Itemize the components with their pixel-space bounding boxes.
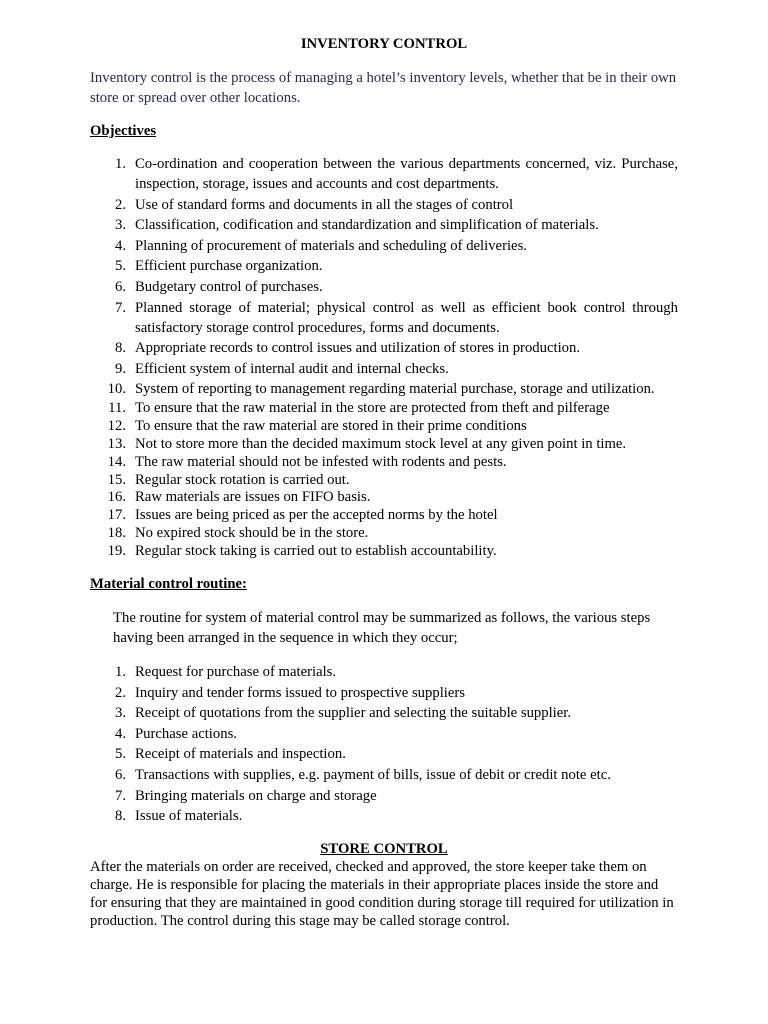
item-text: Planned storage of material; physical control as well as efficient book control through satisfactory storage control procedures, forms and documents. [135,299,678,336]
item-text: Bringing materials on charge and storage [135,787,377,804]
item-number: 2. [114,196,126,213]
list-item [90,338,678,358]
list-item [90,786,678,807]
item-text: Regular stock rotation is carried out. [135,471,350,488]
item-number: 15. [107,471,126,488]
list-item [90,359,678,379]
item-text: System of reporting to management regarding material purchase, storage and utilization. [135,381,655,398]
item-text: Classification, codification and standardization and simplification of materials. [135,217,599,234]
item-text: To ensure that the raw material are stored in their prime conditions [135,417,527,434]
item-number: 11. [108,399,126,416]
list-item [90,507,678,525]
item-text: Purchase actions. [135,725,237,742]
list-item [90,215,678,235]
document-page [90,34,678,930]
item-text: Issues are being priced as per the accepted norms by the hotel [135,507,498,524]
item-number: 2. [114,684,126,701]
list-item [90,525,678,543]
item-text: Not to store more than the decided maximum stock level at any given point in time. [135,435,627,452]
item-number: 5. [114,746,126,763]
item-number: 14. [107,453,126,470]
item-text: Request for purchase of materials. [135,664,337,681]
item-number: 17. [107,507,126,524]
list-item [90,454,678,472]
list-item [90,436,678,454]
item-number: 6. [114,767,126,784]
list-item [90,400,678,418]
routine-list [90,662,678,827]
item-number: 6. [114,278,126,295]
list-item [90,418,678,436]
item-number: 3. [114,705,126,722]
item-text: Receipt of materials and inspection. [135,746,346,763]
item-number: 8. [114,808,126,825]
list-item [90,256,678,276]
routine-intro: The routine for system of material control may be summarized as follows, the various steps having been arranged in the sequence in which they occur; [113,610,651,647]
list-item [90,724,678,745]
list-item [90,236,678,256]
item-number: 18. [107,525,126,542]
list-item [90,765,678,786]
item-number: 12. [107,417,126,434]
item-text: Budgetary control of purchases. [135,278,323,295]
item-number: 5. [114,258,126,275]
list-item [90,683,678,704]
item-text: Raw materials are issues on FIFO basis. [135,489,371,506]
item-text: No expired stock should be in the store. [135,525,369,542]
list-item [90,379,678,399]
routine-heading: Material control routine: [90,576,247,593]
page-title: INVENTORY CONTROL [300,36,468,52]
item-text: Transactions with supplies, e.g. payment of bills, issue of debit or credit note etc. [135,767,611,784]
item-text: Use of standard forms and documents in all the stages of control [135,196,514,213]
item-text: Receipt of quotations from the supplier and selecting the suitable supplier. [135,705,572,722]
item-text: The raw material should not be infested with rodents and pests. [135,453,507,470]
list-item [90,744,678,765]
item-number: 1. [114,664,126,681]
list-item [90,298,678,338]
item-text: Planning of procurement of materials and scheduling of deliveries. [135,237,527,254]
item-number: 10. [107,381,126,398]
item-number: 7. [114,299,126,316]
item-text: Efficient purchase organization. [135,258,323,275]
list-item [90,662,678,683]
item-number: 1. [114,156,126,172]
store-control-paragraph: After the materials on order are received, checked and approved, the store keeper take them on charge. He is responsible for placing the materials in their appropriate places inside the store and for ensuring that they are maintained in good condition during storage till required for utilization in production. The control during this stage may be called storage control. [90,858,674,929]
objectives-heading: Objectives [90,123,157,139]
item-number: 8. [114,340,126,357]
item-number: 7. [114,787,126,804]
item-text: Co-ordination and cooperation between the various departments concerned, viz. Purchase, inspection, storage, issues and accounts and cost departments. [135,156,678,192]
list-item [90,489,678,507]
item-number: 9. [114,360,126,377]
list-item [90,472,678,490]
item-text: Efficient system of internal audit and internal checks. [135,360,449,377]
item-number: 19. [107,543,126,560]
item-text: Regular stock taking is carried out to establish accountability. [135,543,497,560]
list-item [90,806,678,827]
item-number: 4. [114,237,126,254]
list-item [90,703,678,724]
list-item [90,154,678,194]
item-number: 3. [114,217,126,234]
item-number: 16. [107,489,126,506]
item-text: Appropriate records to control issues and utilization of stores in production. [135,340,581,357]
item-number: 4. [114,725,126,742]
item-text: Inquiry and tender forms issued to prospective suppliers [135,684,465,701]
objectives-list [90,154,678,561]
list-item [90,195,678,215]
item-text: Issue of materials. [135,808,243,825]
store-control-heading: STORE CONTROL [320,840,448,857]
list-item [90,277,678,297]
item-number: 13. [107,435,126,452]
list-item [90,543,678,561]
intro-paragraph: Inventory control is the process of managing a hotel’s inventory levels, whether that be in their own store or spread over other locations. [90,70,677,106]
item-text: To ensure that the raw material in the store are protected from theft and pilferage [135,399,610,416]
